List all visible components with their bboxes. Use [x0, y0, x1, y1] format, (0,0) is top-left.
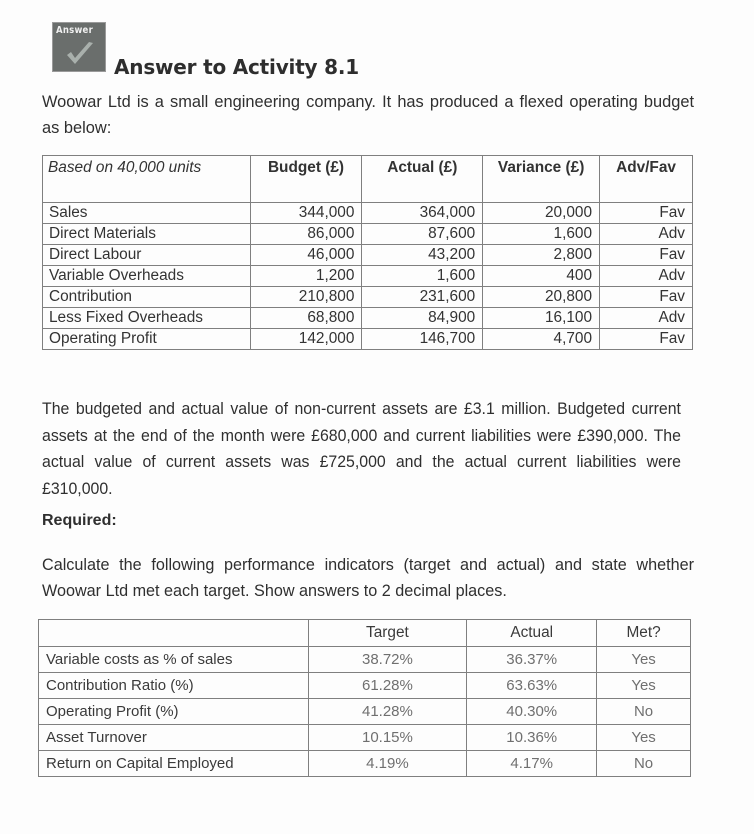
- adv-fav-cell: Fav: [600, 287, 693, 308]
- actual-cell: 87,600: [362, 224, 483, 245]
- met-cell: Yes: [597, 725, 691, 751]
- line-item: Direct Labour: [43, 245, 251, 266]
- table-row: [43, 245, 693, 266]
- variance-cell: 20,000: [483, 203, 600, 224]
- variance-cell: 20,800: [483, 287, 600, 308]
- column-header: Budget (£): [250, 156, 362, 203]
- variance-cell: 16,100: [483, 308, 600, 329]
- adv-fav-cell: Fav: [600, 203, 693, 224]
- actual-cell: 10.36%: [467, 725, 597, 751]
- table-row: [39, 673, 691, 699]
- actual-cell: 63.63%: [467, 673, 597, 699]
- column-header: Based on 40,000 units: [43, 156, 251, 203]
- column-header: [39, 620, 309, 647]
- actual-cell: 4.17%: [467, 751, 597, 777]
- met-cell: Yes: [597, 673, 691, 699]
- actual-cell: 40.30%: [467, 699, 597, 725]
- variance-cell: 4,700: [483, 329, 600, 350]
- table-header-row: [43, 156, 693, 203]
- assets-paragraph: The budgeted and actual value of non-current assets are £3.1 million. Budgeted current assets at the end of the month were £680,000 and current liabilities were £390,000. The actual value of current assets was £725,000 and the actual current liabilities were £310,000.: [42, 400, 681, 498]
- line-item: Contribution: [43, 287, 251, 308]
- variance-cell: 400: [483, 266, 600, 287]
- target-cell: 41.28%: [308, 699, 467, 725]
- met-cell: No: [597, 699, 691, 725]
- met-cell: No: [597, 751, 691, 777]
- table-row: [39, 647, 691, 673]
- table-row: [43, 224, 693, 245]
- column-header: Variance (£): [483, 156, 600, 203]
- line-item: Less Fixed Overheads: [43, 308, 251, 329]
- table-row: [43, 203, 693, 224]
- indicator-cell: Return on Capital Employed: [39, 751, 309, 777]
- variance-cell: 1,600: [483, 224, 600, 245]
- line-item: Operating Profit: [43, 329, 251, 350]
- adv-fav-cell: Fav: [600, 329, 693, 350]
- adv-fav-cell: Fav: [600, 245, 693, 266]
- column-header: Actual: [467, 620, 597, 647]
- adv-fav-cell: Adv: [600, 266, 693, 287]
- target-cell: 38.72%: [308, 647, 467, 673]
- budget-cell: 142,000: [250, 329, 362, 350]
- line-item: Direct Materials: [43, 224, 251, 245]
- target-cell: 4.19%: [308, 751, 467, 777]
- budget-cell: 68,800: [250, 308, 362, 329]
- actual-cell: 36.37%: [467, 647, 597, 673]
- indicator-cell: Asset Turnover: [39, 725, 309, 751]
- actual-cell: 146,700: [362, 329, 483, 350]
- column-header: Met?: [597, 620, 691, 647]
- column-header: Actual (£): [362, 156, 483, 203]
- target-cell: 10.15%: [308, 725, 467, 751]
- budget-cell: 1,200: [250, 266, 362, 287]
- adv-fav-cell: Adv: [600, 224, 693, 245]
- budget-cell: 210,800: [250, 287, 362, 308]
- budget-cell: 344,000: [250, 203, 362, 224]
- indicator-cell: Operating Profit (%): [39, 699, 309, 725]
- budget-cell: 46,000: [250, 245, 362, 266]
- table-row: [43, 329, 693, 350]
- column-header: Adv/Fav: [600, 156, 693, 203]
- table-row: [39, 751, 691, 777]
- actual-cell: 43,200: [362, 245, 483, 266]
- flexed-budget-table: [42, 155, 693, 350]
- table-row: [43, 287, 693, 308]
- actual-cell: 84,900: [362, 308, 483, 329]
- indicator-cell: Variable costs as % of sales: [39, 647, 309, 673]
- actual-cell: 1,600: [362, 266, 483, 287]
- table-header-row: [39, 620, 691, 647]
- column-header: Target: [308, 620, 467, 647]
- answer-badge: [52, 22, 106, 72]
- variance-cell: 2,800: [483, 245, 600, 266]
- met-cell: Yes: [597, 647, 691, 673]
- page-title: Answer to Activity 8.1: [114, 55, 359, 79]
- instructions-paragraph: Calculate the following performance indicators (target and actual) and state whether Woowar Ltd met each target. Show answers to 2 decimal places.: [42, 556, 694, 600]
- table-row: [39, 725, 691, 751]
- required-heading: Required:: [42, 512, 117, 529]
- table-row: [39, 699, 691, 725]
- checkmark-icon: [65, 40, 95, 68]
- adv-fav-cell: Adv: [600, 308, 693, 329]
- budget-cell: 86,000: [250, 224, 362, 245]
- target-cell: 61.28%: [308, 673, 467, 699]
- intro-paragraph: Woowar Ltd is a small engineering company. It has produced a flexed operating budget as below:: [42, 93, 694, 137]
- line-item: Variable Overheads: [43, 266, 251, 287]
- actual-cell: 231,600: [362, 287, 483, 308]
- table-row: [43, 308, 693, 329]
- kpi-table: [38, 619, 691, 777]
- indicator-cell: Contribution Ratio (%): [39, 673, 309, 699]
- actual-cell: 364,000: [362, 203, 483, 224]
- badge-label: Answer: [56, 25, 94, 36]
- line-item: Sales: [43, 203, 251, 224]
- table-row: [43, 266, 693, 287]
